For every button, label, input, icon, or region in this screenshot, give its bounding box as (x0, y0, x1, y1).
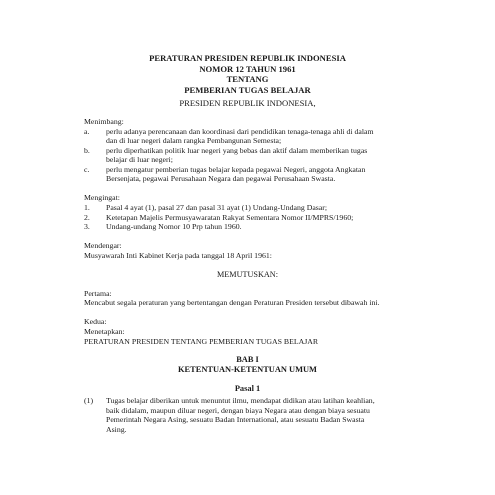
pasal-line-1: Tugas belajar diberikan untuk menuntut ilmu, mendapat didikan atau latihan keahlian, (106, 396, 375, 405)
menimbang-label: Menimbang: (84, 117, 124, 126)
title-line-3: TENTANG (226, 74, 269, 84)
mengingat-item-3: Undang-undang Nomor 10 Prp tahun 1960. (106, 222, 242, 231)
pasal-line-4: Asing. (106, 425, 127, 434)
menimbang-item-b-line1: perlu diperhatikan politik luar negeri yang bebas dan aktif dalam memberikan tugas (106, 146, 368, 155)
pasal-line-2: baik didalam, maupun diluar negeri, dengan biaya Negara atau dengan biaya sesuatu (106, 406, 370, 415)
pertama-text: Mencabut segala peraturan yang bertentangan dengan Peraturan Presiden tersebut dibawah ini. (84, 298, 380, 307)
menimbang-item-c-line1: perlu mengatur pemberian tugas belajar kepada pegawai Negeri, anggota Angkatan (106, 165, 366, 174)
bab-heading: BAB I (236, 355, 259, 364)
mengingat-label: Mengingat: (84, 193, 120, 202)
menimbang-marker-a: a. (84, 127, 90, 136)
bab-title: KETENTUAN-KETENTUAN UMUM (178, 365, 317, 374)
pertama-label: Pertama: (84, 289, 112, 298)
mengingat-marker-1: 1. (84, 203, 90, 212)
menimbang-marker-c: c. (84, 165, 90, 174)
mendengar-label: Mendengar: (84, 241, 122, 250)
president-line: PRESIDEN REPUBLIK INDONESIA, (179, 98, 316, 108)
mendengar-text: Musyawarah Inti Kabinet Kerja pada tanggal 18 April 1961: (84, 251, 272, 260)
mengingat-item-2: Ketetapan Majelis Permusyawaratan Rakyat Sementara Nomor II/MPRS/1960; (106, 213, 354, 222)
pasal-marker-1: (1) (84, 396, 94, 405)
kedua-label: Kedua: (84, 317, 107, 326)
menetapkan-label: Menetapkan: (84, 327, 125, 336)
menimbang-item-b-line2: belajar di luar negeri; (106, 155, 173, 164)
mengingat-item-1: Pasal 4 ayat (1), pasal 27 dan pasal 31 ayat (1) Undang-Undang Dasar; (106, 203, 328, 212)
mengingat-marker-3: 3. (84, 222, 90, 231)
menimbang-item-c-line2: Bersenjata, pegawai Perusahaan Negara dan pegawai Perusahaan Swasta. (106, 174, 336, 183)
document-title (0, 53, 495, 95)
menimbang-item-a-line1: perlu adanya perencanaan dan koordinasi dari pendidikan tenaga-tenaga ahli di dalam (106, 127, 374, 136)
menimbang-marker-b: b. (84, 146, 90, 155)
title-line-2: NOMOR 12 TAHUN 1961 (199, 63, 296, 74)
title-line-1: PERATURAN PRESIDEN REPUBLIK INDONESIA (149, 53, 346, 63)
mengingat-marker-2: 2. (84, 213, 90, 222)
memutuskan-heading: MEMUTUSKAN: (217, 270, 278, 279)
title-line-4: PEMBERIAN TUGAS BELAJAR (184, 84, 311, 95)
pasal-heading: Pasal 1 (234, 384, 261, 393)
pasal-line-3: Pemerintah Negara Asing, sesuatu Badan International, atau sesuatu Badan Swasta (106, 415, 365, 424)
menetapkan-text: PERATURAN PRESIDEN TENTANG PEMBERIAN TUGAS BELAJAR (84, 337, 319, 346)
menimbang-item-a-line2: dan di luar negeri dalam rangka Pembangunan Semesta; (106, 136, 282, 145)
